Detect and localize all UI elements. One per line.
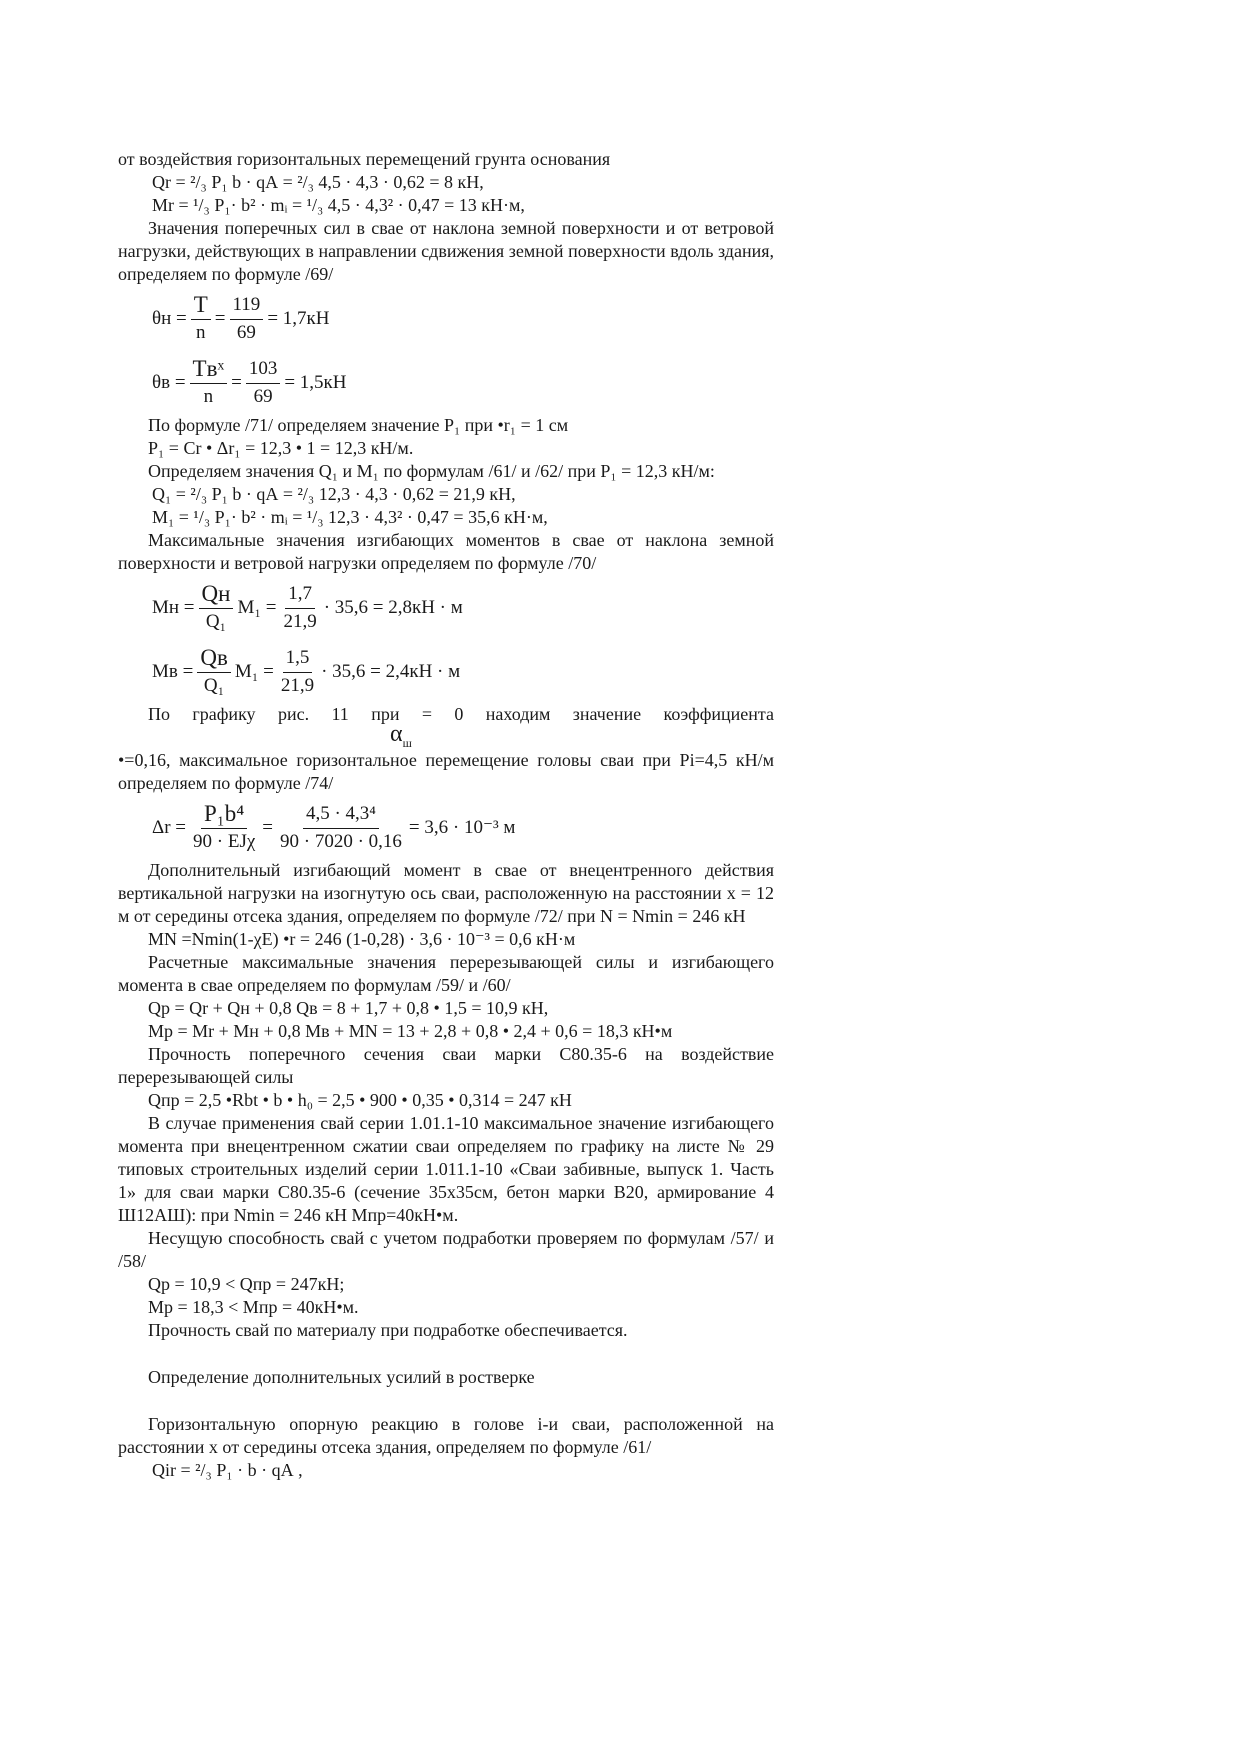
paragraph: Расчетные максимальные значения перерезывающей силы и изгибающего момента в свае определяем по формулам /59/ и /60/	[118, 952, 774, 995]
formula-line: MN =Nmin(1-χE) •r = 246 (1-0,28) · 3,6 · 10⁻³ = 0,6 кН·м	[148, 929, 576, 949]
document-body	[118, 148, 774, 1482]
numerator: 103	[246, 357, 281, 384]
formula-line: M₁ = ¹/₃ P₁· b² · mᵢ = ¹/₃ 12,3 · 4,3² · 0,47 = 35,6 кН·м,	[152, 507, 548, 527]
formula-line: Qр = 10,9 < Qпр = 247кН;	[148, 1274, 345, 1294]
paragraph: Горизонтальную опорную реакцию в голове i-и сваи, расположенной на расстоянии х от середины отсека здания, определяем по формуле /61/	[118, 1414, 774, 1457]
formula-line: Qпр = 2,5 •Rbt • b • h₀ = 2,5 • 900 • 0,35 • 0,314 = 247 кН	[148, 1090, 572, 1110]
fraction	[280, 582, 319, 633]
fraction	[277, 802, 405, 853]
numerator: 4,5 · 4,3⁴	[303, 802, 379, 829]
fraction	[190, 357, 228, 408]
denominator: 69	[236, 321, 256, 343]
formula-lhs: Mн =	[152, 596, 195, 618]
alpha-symbol: $\alpha_ш$	[390, 721, 412, 750]
formula-result: = 1,5кН	[284, 371, 347, 393]
formula-result: · 35,6 = 2,8кН · м	[323, 596, 463, 618]
formula-line: P₁ = Cr • Δr₁ = 12,3 • 1 = 12,3 кН/м.	[148, 438, 414, 458]
paragraph: от воздействия горизонтальных перемещений грунта основания	[118, 149, 611, 169]
formula-result: · 35,6 = 2,4кН · м	[321, 660, 461, 682]
fraction	[197, 646, 230, 697]
denominator: 21,9	[283, 610, 317, 632]
fraction	[230, 293, 264, 344]
denominator: 90 · EJχ	[193, 830, 256, 852]
formula-theta-v: θв = $\frac{\text{Tвˣ}}{n}$ = $\frac{103}{69}$ = 1,5кН	[152, 355, 347, 407]
formula-line: Mр = 18,3 < Мпр = 40кН•м.	[148, 1297, 359, 1317]
denominator: n	[203, 385, 214, 407]
paragraph: Несущую способность свай с учетом подработки проверяем по формулам /57/ и /58/	[118, 1228, 774, 1271]
numerator: Qв	[197, 646, 230, 673]
fraction	[190, 802, 258, 853]
numerator: 1,7	[285, 582, 315, 609]
paragraph: По графику рис. 11 при = 0 находим значение коэффициента	[148, 704, 774, 724]
paragraph-with-symbol	[118, 703, 774, 749]
formula-result: = 1,7кН	[267, 307, 330, 329]
denominator: n	[196, 321, 206, 343]
fraction	[246, 357, 281, 408]
paragraph: Дополнительный изгибающий момент в свае от внецентренного действия вертикальной нагрузки на изогнутую ось сваи, расположенную на расстоянии х = 12 м от середины отсека здания, определяем по формуле /72/ при N = Nmin = 246 кН	[118, 860, 774, 926]
paragraph: Максимальные значения изгибающих моментов в свае от наклона земной поверхности и ветровой нагрузки определяем по формуле /70/	[118, 530, 774, 573]
paragraph: •=0,16, максимальное горизонтальное перемещение головы сваи при Pi=4,5 кН/м определяем по формуле /74/	[118, 750, 774, 793]
spacer	[118, 1389, 774, 1413]
denominator: Q₁	[203, 674, 225, 696]
formula-line: Q₁ = ²/₃ P₁ b · qА = ²/₃ 12,3 · 4,3 · 0,62 = 21,9 кН,	[152, 484, 516, 504]
formula-m-n	[118, 575, 774, 639]
fraction	[278, 646, 317, 697]
formula-line: Mr = ¹/₃ P₁· b² · mᵢ = ¹/₃ 4,5 · 4,3² · 0,47 = 13 кН·м,	[152, 195, 525, 215]
formula-line: Qir = ²/₃ P₁ · b · qА ,	[152, 1460, 303, 1480]
denominator: 69	[253, 385, 273, 407]
formula-line: Qр = Qr + Qн + 0,8 Qв = 8 + 1,7 + 0,8 • 1,5 = 10,9 кН,	[148, 998, 549, 1018]
formula-mid: M₁ =	[237, 596, 277, 618]
denominator: 90 · 7020 · 0,16	[280, 830, 402, 852]
paragraph: По формуле /71/ определяем значение P₁ при •r₁ = 1 см	[148, 415, 569, 435]
formula-line: Qr = ²/₃ P₁ b · qА = ²/₃ 4,5 · 4,3 · 0,62 = 8 кН,	[152, 172, 484, 192]
formula-m-v	[118, 639, 774, 703]
fraction	[199, 582, 234, 633]
formula-mid: M₁ =	[234, 660, 274, 682]
formula-theta-n: θн = $\frac{T}{n}$ = $\frac{119}{69}$ = 1,7кН	[152, 291, 330, 343]
numerator: Qн	[199, 582, 234, 609]
formula-lhs: Mв =	[152, 660, 194, 682]
paragraph: Прочность поперечного сечения сваи марки С80.35-6 на воздействие перерезывающей силы	[118, 1044, 774, 1087]
denominator: 21,9	[280, 674, 315, 696]
paragraph: Значения поперечных сил в свае от наклона земной поверхности и от ветровой нагрузки, действующих в направлении сдвижения земной поверхности вдоль здания, определяем по формуле /69/	[118, 218, 774, 284]
section-heading: Определение дополнительных усилий в ростверке	[148, 1367, 535, 1387]
fraction	[191, 293, 211, 344]
numerator: 119	[230, 293, 264, 320]
spacer	[118, 1342, 774, 1366]
numerator: P₁b⁴	[201, 802, 247, 829]
numerator: 1,5	[283, 646, 313, 673]
formula-lhs: Δr =	[152, 816, 187, 838]
numerator: Tвˣ	[190, 357, 228, 384]
denominator: Q₁	[205, 610, 227, 632]
formula-result: = 3,6 · 10⁻³ м	[408, 816, 516, 838]
numerator: T	[191, 293, 211, 320]
formula-lhs: θн =	[152, 307, 187, 329]
paragraph: Прочность свай по материалу при подработке обеспечивается.	[148, 1320, 628, 1340]
paragraph: Определяем значения Q₁ и M₁ по формулам /61/ и /62/ при P₁ = 12,3 кН/м:	[148, 461, 715, 481]
formula-lhs: θв =	[152, 371, 186, 393]
formula-delta-r: Δr = $\frac{\text{P₁b⁴}}{\text{90 · EJχ}}$ = $\frac{\text{4,5 · 4,3⁴}}{90 \cdot 7020 \cdot 0,16}$ = 3,6 · 10⁻³ м	[152, 800, 516, 852]
formula-line: Мр = Mr + Mн + 0,8 Mв + MN = 13 + 2,8 + 0,8 • 2,4 + 0,6 = 18,3 кН•м	[148, 1021, 673, 1041]
paragraph: В случае применения свай серии 1.01.1-10 максимальное значение изгибающего момента при внецентренном сжатии сваи определяем по графику на листе № 29 типовых строительных изделий серии 1.011.1-10 «Сваи забивные, выпуск 1. Часть 1» для сваи марки С80.35-6 (сечение 35х35см, бетон марки В20, армирование 4 Ш12АШ): при Nmin = 246 кН Мпр=40кН•м.	[118, 1113, 774, 1225]
